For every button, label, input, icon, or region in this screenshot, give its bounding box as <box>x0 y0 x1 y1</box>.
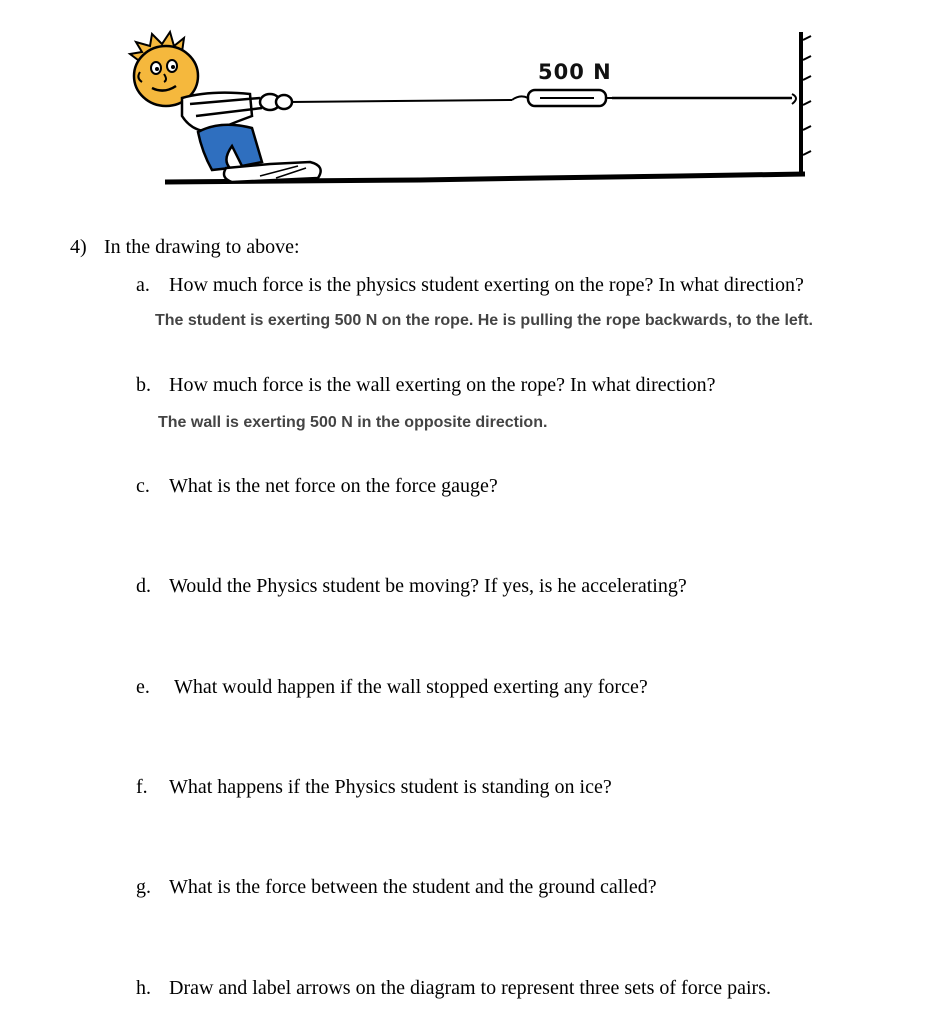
question-prompt: In the drawing to above: <box>104 236 300 258</box>
subquestion-letter: h. <box>136 977 151 999</box>
answer-b: The wall is exerting 500 N in the opposite direction. <box>158 414 548 431</box>
subquestion-f <box>136 776 612 799</box>
subquestion-letter: a. <box>136 274 150 296</box>
tug-of-war-figure <box>120 20 840 220</box>
student-pulling-rope-illustration <box>120 20 840 220</box>
rope-left <box>290 100 512 102</box>
subquestion-e <box>136 676 648 699</box>
subquestion-c <box>136 475 498 498</box>
subquestion-letter: f. <box>136 776 148 798</box>
question-number: 4) <box>70 236 87 258</box>
subquestion-letter: g. <box>136 876 151 898</box>
wall-hatching <box>803 36 811 155</box>
subquestion-letter: b. <box>136 374 151 396</box>
subquestion-text: What happens if the Physics student is standing on ice? <box>169 776 612 798</box>
answer-a: The student is exerting 500 N on the rope. He is pulling the rope backwards, to the left. <box>155 312 813 329</box>
subquestion-letter: c. <box>136 475 150 497</box>
subquestion-b <box>136 374 715 397</box>
subquestion-d <box>136 575 687 598</box>
subquestion-text: What is the net force on the force gauge? <box>169 475 498 497</box>
subquestion-letter: e. <box>136 676 150 698</box>
subquestion-g <box>136 876 657 899</box>
subquestion-text: How much force is the physics student exerting on the rope? In what direction? <box>169 274 804 296</box>
student-character <box>130 32 321 182</box>
subquestion-letter: d. <box>136 575 151 597</box>
subquestion-text: How much force is the wall exerting on the rope? In what direction? <box>169 374 716 396</box>
subquestion-text: Draw and label arrows on the diagram to represent three sets of force pairs. <box>169 977 771 999</box>
question-4 <box>70 236 300 259</box>
subquestion-text: What is the force between the student and the ground called? <box>169 876 657 898</box>
subquestion-h <box>136 977 771 1000</box>
subquestion-text: What would happen if the wall stopped exerting any force? <box>174 676 648 698</box>
subquestion-text: Would the Physics student be moving? If yes, is he accelerating? <box>169 575 687 597</box>
force-gauge-label: 500 N <box>538 60 612 84</box>
subquestion-a <box>136 274 804 297</box>
